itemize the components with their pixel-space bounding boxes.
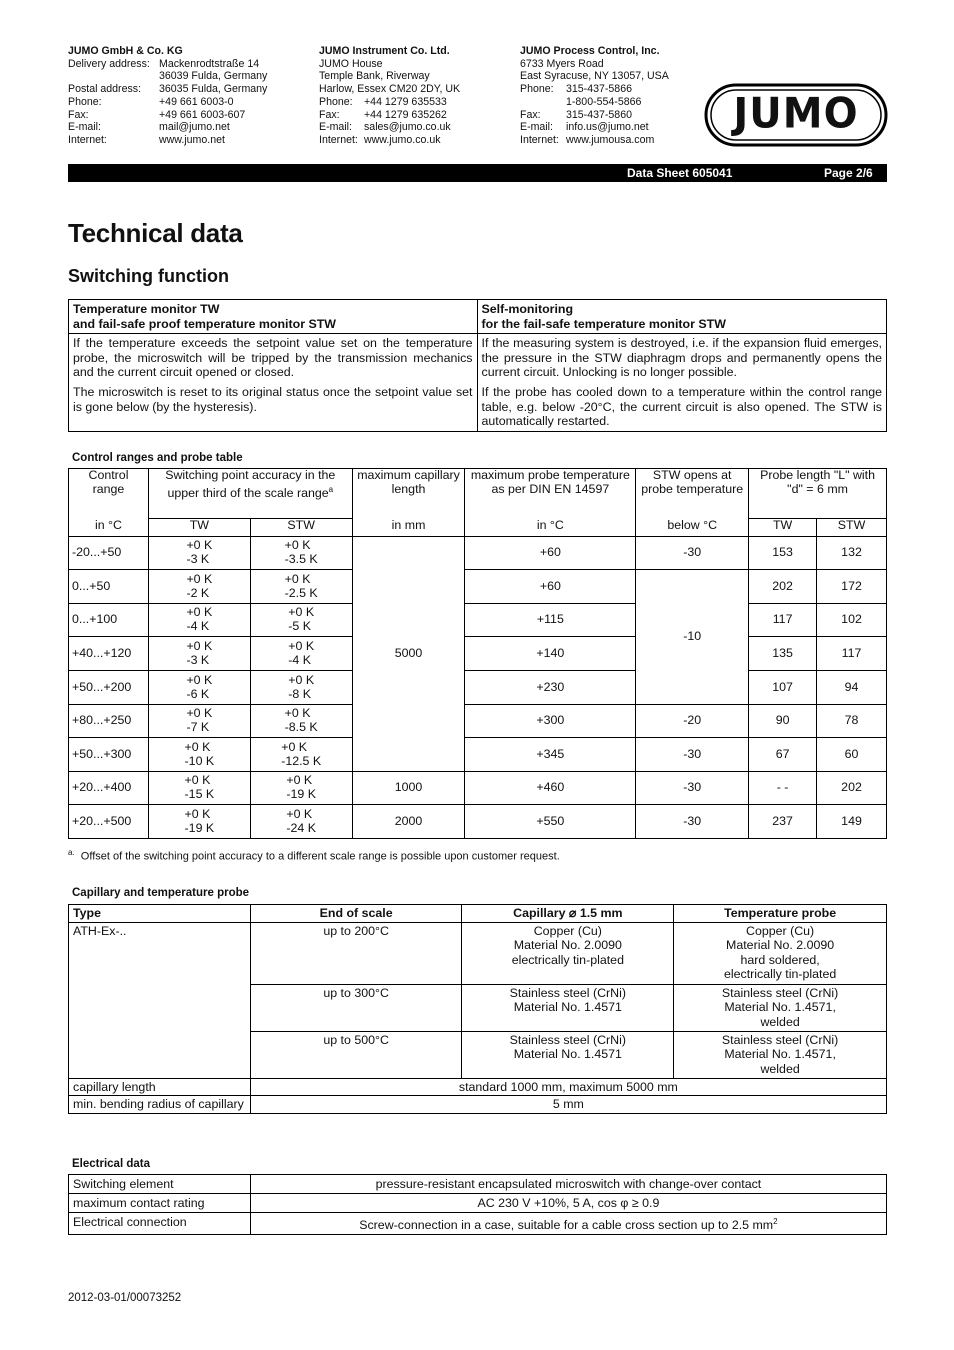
probe-material-cell: Stainless steel (CrNi) Material No. 1.4571, welded — [674, 984, 887, 1031]
row-label: maximum contact rating — [69, 1194, 251, 1213]
range-cell: +50...+300 — [69, 738, 149, 772]
length-tw-cell: 202 — [749, 570, 817, 604]
stw-opens-cell: -30 — [636, 805, 749, 839]
address-value: mail@jumo.net — [159, 121, 230, 134]
length-stw-cell: 132 — [817, 537, 887, 570]
capillary-material-cell: Copper (Cu) Material No. 2.0090 electrically tin-plated — [462, 922, 674, 984]
table-header: Capillary ⌀ 1.5 mm — [462, 905, 674, 923]
address-value: www.jumo.co.uk — [364, 133, 441, 146]
capillary-length-cell: 1000 — [352, 772, 465, 805]
capillary-length-cell: 5000 — [352, 537, 465, 772]
table-footnote: $^{a.}$ Offset of the switching point accuracy to a different scale range is possible upon customer request. — [68, 848, 560, 863]
capillary-length-cell: 2000 — [352, 805, 465, 839]
table-header: Control range — [69, 469, 149, 519]
stw-accuracy-cell: +0 K -8 K — [250, 671, 352, 705]
address-key: E-mail: — [319, 121, 352, 134]
address-value: 315-437-5860 — [566, 108, 632, 121]
table-row — [69, 1175, 887, 1194]
tw-accuracy-cell: +0 K -4 K — [148, 604, 250, 637]
section-title: Switching function — [68, 266, 229, 286]
company-name: JUMO Process Control, Inc. — [520, 45, 660, 57]
table-header: Switching point accuracy in the upper third of the scale range$^a$ — [148, 469, 352, 519]
address-value: 36035 Fulda, Germany — [159, 83, 268, 96]
address-value: +44 1279 635533 — [364, 95, 447, 108]
unit-label: in °C — [465, 519, 636, 537]
address-key: Phone: — [68, 95, 102, 108]
document-date: 2012-03-01/00073252 — [68, 1292, 182, 1304]
range-cell: +20...+500 — [69, 805, 149, 839]
page-number: Page 2/6 — [824, 166, 873, 180]
length-tw-cell: 67 — [749, 738, 817, 772]
length-tw-cell: 117 — [749, 604, 817, 637]
row-value: standard 1000 mm, maximum 5000 mm — [250, 1078, 886, 1096]
tw-accuracy-cell: +0 K -2 K — [148, 570, 250, 604]
row-value: AC 230 V +10%, 5 A, cos φ ≥ 0.9 — [250, 1194, 886, 1213]
tw-accuracy-cell: +0 K -19 K — [148, 805, 250, 839]
logo-text: JUMO — [733, 89, 859, 139]
address-value: Harlow, Essex CM20 2DY, UK — [319, 83, 461, 96]
row-value: 5 mm — [250, 1096, 886, 1114]
row-value: pressure-resistant encapsulated microswitch with change-over contact — [250, 1175, 886, 1194]
address-key: Postal address: — [68, 83, 142, 96]
probe-temp-cell: +550 — [465, 805, 636, 839]
probe-temp-cell: +300 — [465, 705, 636, 738]
stw-accuracy-cell: +0 K -5 K — [250, 604, 352, 637]
address-value: East Syracuse, NY 13057, USA — [520, 70, 669, 83]
table-header: Probe length "L" with "d" = 6 mm — [749, 469, 887, 519]
probe-temp-cell: +140 — [465, 637, 636, 671]
unit-label: in °C — [69, 519, 149, 537]
unit-label: in mm — [352, 519, 465, 537]
address-value: +49 661 6003-0 — [159, 95, 234, 108]
table-row — [69, 537, 887, 570]
datasheet-number: Data Sheet 605041 — [627, 166, 733, 180]
address-value: Temple Bank, Riverway — [319, 70, 430, 83]
capillary-material-cell: Stainless steel (CrNi) Material No. 1.4571 — [462, 984, 674, 1031]
stw-accuracy-cell: +0 K -12.5 K — [250, 738, 352, 772]
range-cell: 0...+50 — [69, 570, 149, 604]
probe-temp-cell: +115 — [465, 604, 636, 637]
length-stw-cell: 94 — [817, 671, 887, 705]
probe-material-cell: Copper (Cu) Material No. 2.0090 hard soldered, electrically tin-plated — [674, 922, 887, 984]
tw-accuracy-cell: +0 K -3 K — [148, 537, 250, 570]
datasheet-header-bar — [68, 164, 887, 182]
address-key: E-mail: — [520, 121, 553, 134]
length-tw-cell: 107 — [749, 671, 817, 705]
length-stw-cell: 102 — [817, 604, 887, 637]
address-value: 6733 Myers Road — [520, 57, 604, 70]
address-key: Internet: — [68, 133, 107, 146]
length-tw-cell: 237 — [749, 805, 817, 839]
address-value: JUMO House — [319, 57, 383, 70]
table-row — [69, 772, 887, 805]
address-key: Internet: — [520, 133, 559, 146]
table-row — [69, 604, 887, 637]
length-stw-cell: 60 — [817, 738, 887, 772]
row-label: capillary length — [69, 1078, 251, 1096]
range-cell: +80...+250 — [69, 705, 149, 738]
probe-temp-cell: +60 — [465, 570, 636, 604]
address-value: info.us@jumo.net — [566, 121, 649, 134]
stw-opens-cell: -10 — [636, 570, 749, 705]
probe-material-cell: Stainless steel (CrNi) Material No. 1.4571, welded — [674, 1031, 887, 1078]
address-key: Fax: — [319, 108, 340, 121]
row-value: Screw-connection in a case, suitable for a cable cross section up to 2.5 $mm^2$ — [250, 1213, 886, 1235]
stw-opens-cell: -30 — [636, 537, 749, 570]
stw-accuracy-cell: +0 K -2.5 K — [250, 570, 352, 604]
table-row — [69, 738, 887, 772]
unit-label: STW — [250, 519, 352, 537]
address-value: +44 1279 635262 — [364, 108, 447, 121]
unit-label: TW — [148, 519, 250, 537]
range-cell: +20...+400 — [69, 772, 149, 805]
address-key: Phone: — [520, 83, 554, 96]
stw-accuracy-cell: +0 K -3.5 K — [250, 537, 352, 570]
table-header: Temperature monitor TW and fail-safe proof temperature monitor STW — [69, 300, 478, 334]
table-caption: Capillary and temperature probe — [72, 887, 250, 899]
unit-label: below °C — [636, 519, 749, 537]
table-row — [69, 570, 887, 604]
table-row — [69, 922, 887, 984]
length-tw-cell: 135 — [749, 637, 817, 671]
length-tw-cell: 90 — [749, 705, 817, 738]
address-key: E-mail: — [68, 121, 101, 134]
probe-temp-cell: +460 — [465, 772, 636, 805]
address-key: Internet: — [319, 133, 358, 146]
tw-accuracy-cell: +0 K -3 K — [148, 637, 250, 671]
table-cell: If the measuring system is destroyed, i.e. if the expansion fluid emerges, the pressure in the STW diaphragm drops and permanently opens the current circuit. Unlocking is no longer possible. If the probe has cooled down to a temperature within the control range table, e.g. below -20°C, the current circuit is also opened. The STW is automatically restarted. — [477, 334, 887, 432]
table-caption: Control ranges and probe table — [72, 452, 243, 464]
table-row — [69, 705, 887, 738]
probe-temp-cell: +345 — [465, 738, 636, 772]
table-header: Type — [69, 905, 251, 923]
table-caption: Electrical data — [72, 1158, 150, 1170]
tw-accuracy-cell: +0 K -7 K — [148, 705, 250, 738]
company-name: JUMO Instrument Co. Ltd. — [319, 45, 450, 57]
address-key: Fax: — [68, 108, 89, 121]
table-row — [69, 1078, 887, 1096]
range-cell: +50...+200 — [69, 671, 149, 705]
tw-accuracy-cell: +0 K -10 K — [148, 738, 250, 772]
capillary-table — [68, 904, 887, 1114]
address-value: +49 661 6003-607 — [159, 108, 246, 121]
address-value: 315-437-5866 — [566, 83, 632, 96]
table-header: Temperature probe — [674, 905, 887, 923]
control-ranges-table — [68, 468, 887, 839]
stw-accuracy-cell: +0 K -8.5 K — [250, 705, 352, 738]
table-row — [69, 805, 887, 839]
stw-accuracy-cell: +0 K -19 K — [250, 772, 352, 805]
address-value: Mackenrodtstraße 14 — [159, 57, 260, 70]
jumo-logo — [704, 83, 888, 147]
capillary-material-cell: Stainless steel (CrNi) Material No. 1.4571 — [462, 1031, 674, 1078]
table-row — [69, 637, 887, 671]
company-name: JUMO GmbH & Co. KG — [68, 45, 183, 57]
tw-accuracy-cell: +0 K -15 K — [148, 772, 250, 805]
page-title: Technical data — [68, 218, 243, 248]
address-value: 36039 Fulda, Germany — [159, 70, 268, 83]
probe-temp-cell: +230 — [465, 671, 636, 705]
row-label: min. bending radius of capillary — [69, 1096, 251, 1114]
stw-opens-cell: -20 — [636, 705, 749, 738]
table-header: maximum probe temperature as per DIN EN 14597 — [465, 469, 636, 519]
table-header: End of scale — [250, 905, 462, 923]
length-stw-cell: 149 — [817, 805, 887, 839]
table-row — [69, 1096, 887, 1114]
unit-label: TW — [749, 519, 817, 537]
table-cell: If the temperature exceeds the setpoint value set on the temperature probe, the microswitch will be tripped by the transmission mechanics and the current circuit opened or closed. The microswitch is reset to its original status once the setpoint value set is gone below (by the hysteresis). — [69, 334, 478, 432]
length-stw-cell: 117 — [817, 637, 887, 671]
address-value: www.jumousa.com — [566, 133, 655, 146]
type-cell: ATH-Ex-.. — [69, 922, 251, 1078]
range-cell: 0...+100 — [69, 604, 149, 637]
company-address-uk — [319, 45, 460, 147]
end-of-scale-cell: up to 300°C — [250, 984, 462, 1031]
length-stw-cell: 78 — [817, 705, 887, 738]
probe-temp-cell: +60 — [465, 537, 636, 570]
end-of-scale-cell: up to 500°C — [250, 1031, 462, 1078]
row-label: Electrical connection — [69, 1213, 251, 1235]
stw-opens-cell: -30 — [636, 738, 749, 772]
length-stw-cell: 202 — [817, 772, 887, 805]
address-value: sales@jumo.co.uk — [364, 121, 451, 134]
company-address-germany — [68, 45, 267, 147]
tw-accuracy-cell: +0 K -6 K — [148, 671, 250, 705]
table-row — [69, 671, 887, 705]
electrical-data-table — [68, 1174, 887, 1235]
address-key: Delivery address: — [68, 57, 150, 70]
stw-opens-cell: -30 — [636, 772, 749, 805]
company-address-usa — [520, 45, 669, 147]
unit-label: STW — [817, 519, 887, 537]
address-key: Phone: — [319, 95, 353, 108]
length-tw-cell: - - — [749, 772, 817, 805]
table-row — [69, 1213, 887, 1235]
stw-accuracy-cell: +0 K -24 K — [250, 805, 352, 839]
range-cell: -20...+50 — [69, 537, 149, 570]
stw-accuracy-cell: +0 K -4 K — [250, 637, 352, 671]
address-value: 1-800-554-5866 — [566, 95, 642, 108]
table-header: maximum capillary length — [352, 469, 465, 519]
length-tw-cell: 153 — [749, 537, 817, 570]
row-label: Switching element — [69, 1175, 251, 1194]
switching-function-table — [68, 299, 887, 432]
table-header: STW opens at probe temperature — [636, 469, 749, 519]
length-stw-cell: 172 — [817, 570, 887, 604]
address-key: Fax: — [520, 108, 541, 121]
table-header: Self-monitoring for the fail-safe temperature monitor STW — [477, 300, 887, 334]
address-value: www.jumo.net — [159, 133, 225, 146]
range-cell: +40...+120 — [69, 637, 149, 671]
end-of-scale-cell: up to 200°C — [250, 922, 462, 984]
table-row — [69, 1194, 887, 1213]
